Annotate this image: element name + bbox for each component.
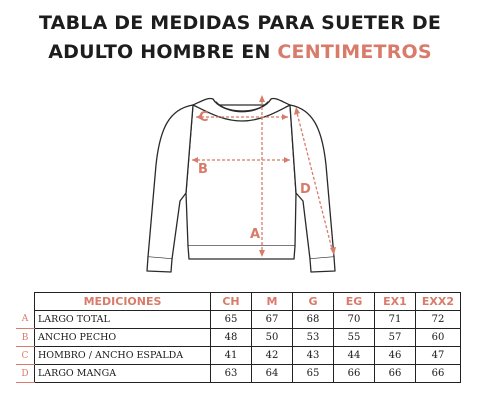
cell-value: 48 <box>211 329 252 347</box>
sweater-right-cuff <box>310 257 335 272</box>
label-d: D <box>300 182 311 197</box>
cell-value: 72 <box>416 311 461 329</box>
row-letter: C <box>16 347 35 365</box>
cell-value: 46 <box>375 347 416 365</box>
row-label: LARGO TOTAL <box>35 311 211 329</box>
cell-value: 63 <box>211 365 252 383</box>
cell-value: 67 <box>252 311 293 329</box>
cell-value: 64 <box>252 365 293 383</box>
table-row <box>16 365 461 383</box>
header-size-ch: CH <box>211 293 252 311</box>
cell-value: 42 <box>252 347 293 365</box>
header-mediciones: MEDICIONES <box>35 293 211 311</box>
cell-value: 68 <box>293 311 334 329</box>
header-size-exx2: EXX2 <box>416 293 461 311</box>
table-row <box>16 311 461 329</box>
header-size-eg: EG <box>334 293 375 311</box>
cell-value: 43 <box>293 347 334 365</box>
size-table-header <box>16 293 461 311</box>
cell-value: 71 <box>375 311 416 329</box>
sweater-waistband <box>188 246 295 259</box>
cell-value: 65 <box>293 365 334 383</box>
title-line-1: TABLA DE MEDIDAS PARA SUETER DE <box>38 12 442 34</box>
table-row <box>16 347 461 365</box>
cell-value: 70 <box>334 311 375 329</box>
cell-value: 57 <box>375 329 416 347</box>
sweater-illustration <box>0 75 480 285</box>
cell-value: 55 <box>334 329 375 347</box>
cell-value: 47 <box>416 347 461 365</box>
label-c: C <box>199 110 209 125</box>
row-letter: B <box>16 329 35 347</box>
row-label: LARGO MANGA <box>35 365 211 383</box>
sweater-right-sleeve <box>290 105 334 259</box>
cell-value: 53 <box>293 329 334 347</box>
cell-value: 41 <box>211 347 252 365</box>
header-size-g: G <box>293 293 334 311</box>
header-size-m: M <box>252 293 293 311</box>
cell-value: 44 <box>334 347 375 365</box>
cell-value: 60 <box>416 329 461 347</box>
label-b: B <box>198 162 208 177</box>
table-row <box>16 329 461 347</box>
cell-value: 50 <box>252 329 293 347</box>
header-blank <box>16 293 35 311</box>
row-label: ANCHO PECHO <box>35 329 211 347</box>
row-label: HOMBRO / ANCHO ESPALDA <box>35 347 211 365</box>
title-line-2-accent: CENTIMETROS <box>277 41 432 63</box>
cell-value: 66 <box>375 365 416 383</box>
arrow-a-top <box>259 95 265 102</box>
cell-value: 65 <box>211 311 252 329</box>
sweater-left-cuff <box>147 257 172 272</box>
row-letter: D <box>16 365 35 383</box>
header-size-ex1: EX1 <box>375 293 416 311</box>
label-a: A <box>250 227 261 242</box>
cell-value: 66 <box>334 365 375 383</box>
title-line-2 <box>0 40 480 64</box>
row-letter: A <box>16 311 35 329</box>
size-table <box>16 292 461 383</box>
title-line-2-prefix: ADULTO HOMBRE EN <box>48 41 278 63</box>
sweater-left-sleeve <box>148 105 193 259</box>
cell-value: 66 <box>416 365 461 383</box>
